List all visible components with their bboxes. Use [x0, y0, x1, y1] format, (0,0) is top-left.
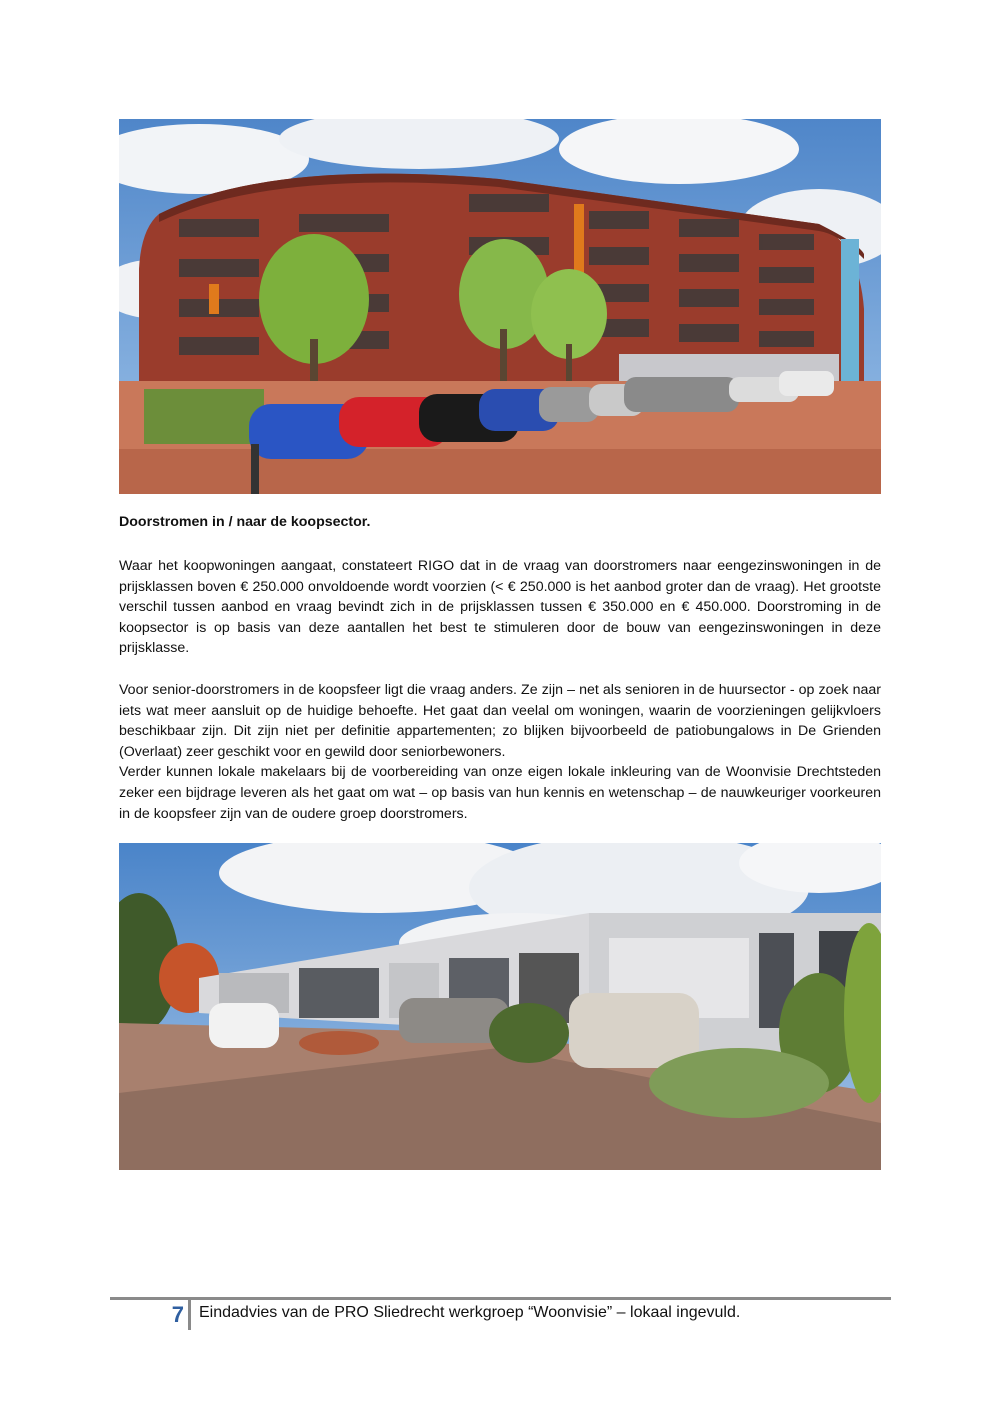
paragraph-1: Waar het koopwoningen aangaat, constateert RIGO dat in de vraag van doorstromers naar eengezinswoningen in de prijsklassen boven € 250.000 onvoldoende wordt voorzien (< € 250.000 is het aanbod groter dan de vraag). Het grootste verschil tussen aanbod en vraag bevindt zich in de prijsklassen tussen € 350.000 en € 450.000. Doorstroming in de koopsector is op basis van deze aantallen het best te stimuleren door de bouw van eengezinswoningen in deze prijsklasse. — [119, 558, 881, 657]
apartment-building-photo — [119, 119, 881, 494]
page-number: 7 — [171, 1302, 184, 1327]
paragraph-koopwoningen — [119, 556, 881, 659]
footer-divider — [188, 1300, 191, 1330]
paragraph-3: Verder kunnen lokale makelaars bij de voorbereiding van onze eigen lokale inkleuring van de Woonvisie Drechtsteden zeker een bijdrage leveren als het gaat om wat – op basis van hun kennis en wetenschap – de nauwkeuriger voorkeuren in de koopsfeer zijn van de oudere groep doorstromers. — [119, 764, 881, 822]
paragraph-2: Voor senior-doorstromers in de koopsfeer ligt die vraag anders. Ze zijn – net als senioren in de huursector - op zoek naar iets wat meer aansluit op de huidige behoefte. Het gaat dan veelal om woningen, waarin de voorzieningen gelijkvloers beschikbaar zijn. Dit zijn niet per definitie appartementen; zo blijken bijvoorbeeld de patiobungalows in De Grienden (Overlaat) zeer geschikt voor en gewild door seniorbewoners. — [119, 682, 881, 760]
patio-bungalows-photo — [119, 843, 881, 1170]
section-heading: Doorstromen in / naar de koopsector. — [119, 514, 371, 530]
paragraph-senioren — [119, 680, 881, 824]
footer-rule — [110, 1297, 891, 1300]
footer-text: Eindadvies van de PRO Sliedrecht werkgroep “Woonvisie” – lokaal ingevuld. — [199, 1304, 741, 1321]
